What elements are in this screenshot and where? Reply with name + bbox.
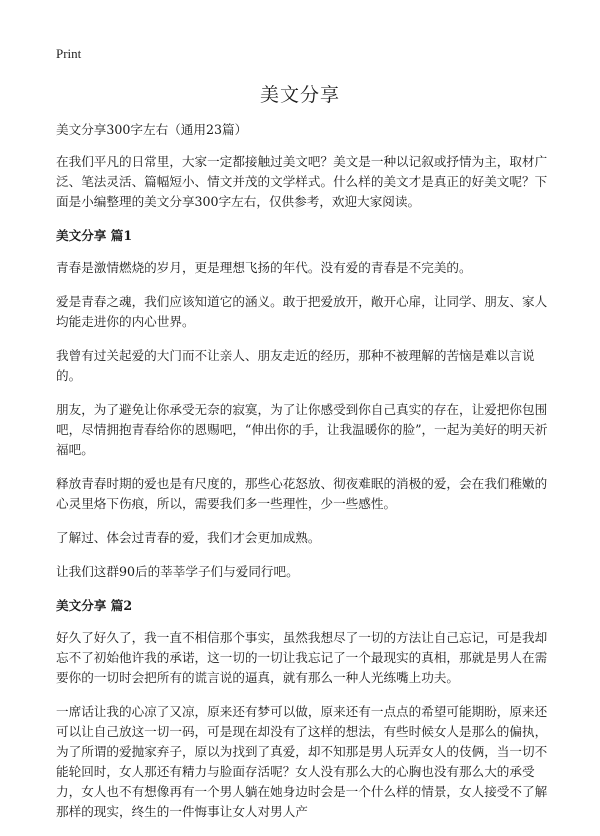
page-title: 美文分享 xyxy=(259,84,340,106)
intro-paragraph: 在我们平凡的日常里，大家一定都接触过美文吧？美文是一种以记叙或抒情为主，取材广泛、笔法灵活、篇幅短小、情文并茂的文学样式。什么样的美文才是真正的好美文呢？下面是小编整理的美文分享300字左右，仅供参考，欢迎大家阅读。 xyxy=(56,154,548,209)
section-1-paragraph: 释放青春时期的爱也是有尺度的，那些心花怒放、彻夜难眠的消极的爱，会在我们稚嫩的心灵里烙下伤痕，所以，需要我们多一些理性，少一些感性。 xyxy=(56,476,548,511)
section-heading-2: 美文分享 篇2 xyxy=(56,598,133,613)
article-subtitle: 美文分享300字左右（通用23篇） xyxy=(56,122,248,137)
section-1-paragraph: 了解过、体会过青春的爱，我们才会更加成熟。 xyxy=(56,530,321,545)
section-2-paragraph: 一席话让我的心凉了又凉，原来还有梦可以做，原来还有一点点的希望可能期盼，原来还可以让自己放这一切一码，可是现在却没有了这样的想法，有些时候女人是那么的偏执，为了所谓的爱抛家弃子，原以为找到了真爱，却不知那是男人玩弄女人的伎俩，当一切不能轮回时，女人那还有精力与脸面存活呢？女人没有那么大的心胸也没有那么大的承受力，女人也不有想像再有一个男人躺在她身边时会是一个什么样的情景，女人接受不了解那样的现实，终生的一件悔事让女人对男人产 xyxy=(56,704,548,819)
print-link[interactable]: Print xyxy=(56,46,82,61)
section-1-paragraph: 让我们这群90后的莘莘学子们与爱同行吧。 xyxy=(56,564,299,579)
section-1-paragraph: 我曾有过关起爱的大门而不让亲人、朋友走近的经历，那种不被理解的苦恼是难以言说的。 xyxy=(56,348,535,383)
section-heading-1: 美文分享 篇1 xyxy=(56,228,133,243)
section-1-paragraph: 爱是青春之魂，我们应该知道它的涵义。敢于把爱放开，敞开心扉，让同学、朋友、家人均能走进你的内心世界。 xyxy=(56,294,548,329)
article-body xyxy=(56,120,550,836)
section-2-paragraph: 好久了好久了，我一直不相信那个事实，虽然我想尽了一切的方法让自己忘记，可是我却忘不了初始他许我的承诺，这一切的一切让我忘记了一个最现实的真相，那就是男人在需要你的一切时会把所有的谎言说的逼真，就有那么一种人光练嘴上功夫。 xyxy=(56,630,548,685)
section-1-paragraph: 青春是激情燃烧的岁月，更是理想飞扬的年代。没有爱的青春是不完美的。 xyxy=(56,260,472,275)
section-1-paragraph: 朋友，为了避免让你承受无奈的寂寞，为了让你感受到你自己真实的存在，让爱把你包围吧，尽情拥抱青春给你的恩赐吧，“伸出你的手，让我温暖你的脸”，一起为美好的明天祈福吧。 xyxy=(56,402,548,457)
